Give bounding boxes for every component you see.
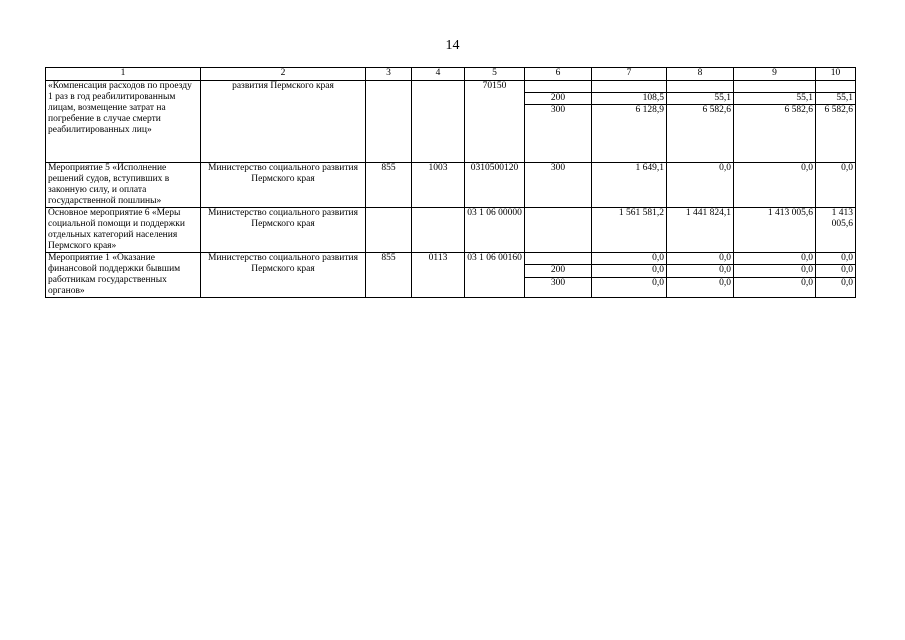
code-col4: 0113 bbox=[412, 253, 465, 298]
code-col6: 300 bbox=[525, 277, 592, 297]
table-row bbox=[46, 208, 856, 253]
header-cell: 3 bbox=[366, 68, 412, 81]
code-col4 bbox=[412, 208, 465, 253]
executor: развития Пермского края bbox=[201, 81, 366, 163]
header-cell: 10 bbox=[816, 68, 856, 81]
code-col3: 855 bbox=[366, 163, 412, 208]
code-col4 bbox=[412, 81, 465, 163]
header-cell: 2 bbox=[201, 68, 366, 81]
value-col9: 0,0 bbox=[734, 277, 816, 297]
code-col5: 0310500120 bbox=[465, 163, 525, 208]
code-col6 bbox=[525, 253, 592, 265]
value-col10: 55,1 bbox=[816, 93, 856, 105]
code-col6: 200 bbox=[525, 265, 592, 277]
code-col5: 03 1 06 00000 bbox=[465, 208, 525, 253]
value-col8: 0,0 bbox=[667, 265, 734, 277]
code-col6 bbox=[525, 81, 592, 93]
event-name: «Компенсация расходов по проезду 1 раз в год реабилитированным лицам, возмещение затрат на погребение в случае смерти реабилитированных лиц» bbox=[46, 81, 201, 163]
code-col3: 855 bbox=[366, 253, 412, 298]
event-name: Основное мероприятие 6 «Меры социальной помощи и поддержки отдельных категорий населения Пермского края» bbox=[46, 208, 201, 253]
value-col10: 0,0 bbox=[816, 163, 856, 208]
value-col9: 1 413 005,6 bbox=[734, 208, 816, 253]
value-col7: 0,0 bbox=[592, 265, 667, 277]
executor: Министерство социального развития Пермского края bbox=[201, 208, 366, 253]
value-col8: 0,0 bbox=[667, 253, 734, 265]
code-col3 bbox=[366, 208, 412, 253]
executor: Министерство социального развития Пермского края bbox=[201, 163, 366, 208]
value-col9: 0,0 bbox=[734, 253, 816, 265]
value-col10: 0,0 bbox=[816, 265, 856, 277]
table-row bbox=[46, 81, 856, 93]
value-col7: 0,0 bbox=[592, 277, 667, 297]
header-cell: 6 bbox=[525, 68, 592, 81]
value-col9: 0,0 bbox=[734, 163, 816, 208]
value-col8: 55,1 bbox=[667, 93, 734, 105]
value-col7 bbox=[592, 81, 667, 93]
header-cell: 9 bbox=[734, 68, 816, 81]
code-col6 bbox=[525, 208, 592, 253]
code-col5: 70150 bbox=[465, 81, 525, 163]
header-cell: 7 bbox=[592, 68, 667, 81]
code-col6: 300 bbox=[525, 163, 592, 208]
table-row bbox=[46, 163, 856, 208]
code-col6: 300 bbox=[525, 105, 592, 163]
header-cell: 8 bbox=[667, 68, 734, 81]
value-col9: 6 582,6 bbox=[734, 105, 816, 163]
value-col10: 6 582,6 bbox=[816, 105, 856, 163]
value-col8 bbox=[667, 81, 734, 93]
budget-table bbox=[45, 67, 856, 298]
value-col8: 0,0 bbox=[667, 163, 734, 208]
code-col5: 03 1 06 00160 bbox=[465, 253, 525, 298]
header-cell: 1 bbox=[46, 68, 201, 81]
value-col10: 1 413 005,6 bbox=[816, 208, 856, 253]
header-cell: 5 bbox=[465, 68, 525, 81]
code-col4: 1003 bbox=[412, 163, 465, 208]
table-row bbox=[46, 253, 856, 265]
value-col10: 0,0 bbox=[816, 277, 856, 297]
value-col8: 1 441 824,1 bbox=[667, 208, 734, 253]
value-col9: 0,0 bbox=[734, 265, 816, 277]
executor: Министерство социального развития Пермского края bbox=[201, 253, 366, 298]
value-col7: 1 649,1 bbox=[592, 163, 667, 208]
value-col9 bbox=[734, 81, 816, 93]
value-col7: 0,0 bbox=[592, 253, 667, 265]
value-col7: 6 128,9 bbox=[592, 105, 667, 163]
value-col9: 55,1 bbox=[734, 93, 816, 105]
value-col7: 108,5 bbox=[592, 93, 667, 105]
header-cell: 4 bbox=[412, 68, 465, 81]
page-number: 14 bbox=[445, 38, 460, 53]
value-col10 bbox=[816, 81, 856, 93]
event-name: Мероприятие 1 «Оказание финансовой поддержки бывшим работникам государственных органов» bbox=[46, 253, 201, 298]
header-row bbox=[46, 68, 856, 81]
value-col8: 6 582,6 bbox=[667, 105, 734, 163]
code-col6: 200 bbox=[525, 93, 592, 105]
event-name: Мероприятие 5 «Исполнение решений судов, вступивших в законную силу, и оплата государственной пошлины» bbox=[46, 163, 201, 208]
value-col8: 0,0 bbox=[667, 277, 734, 297]
value-col7: 1 561 581,2 bbox=[592, 208, 667, 253]
code-col3 bbox=[366, 81, 412, 163]
value-col10: 0,0 bbox=[816, 253, 856, 265]
